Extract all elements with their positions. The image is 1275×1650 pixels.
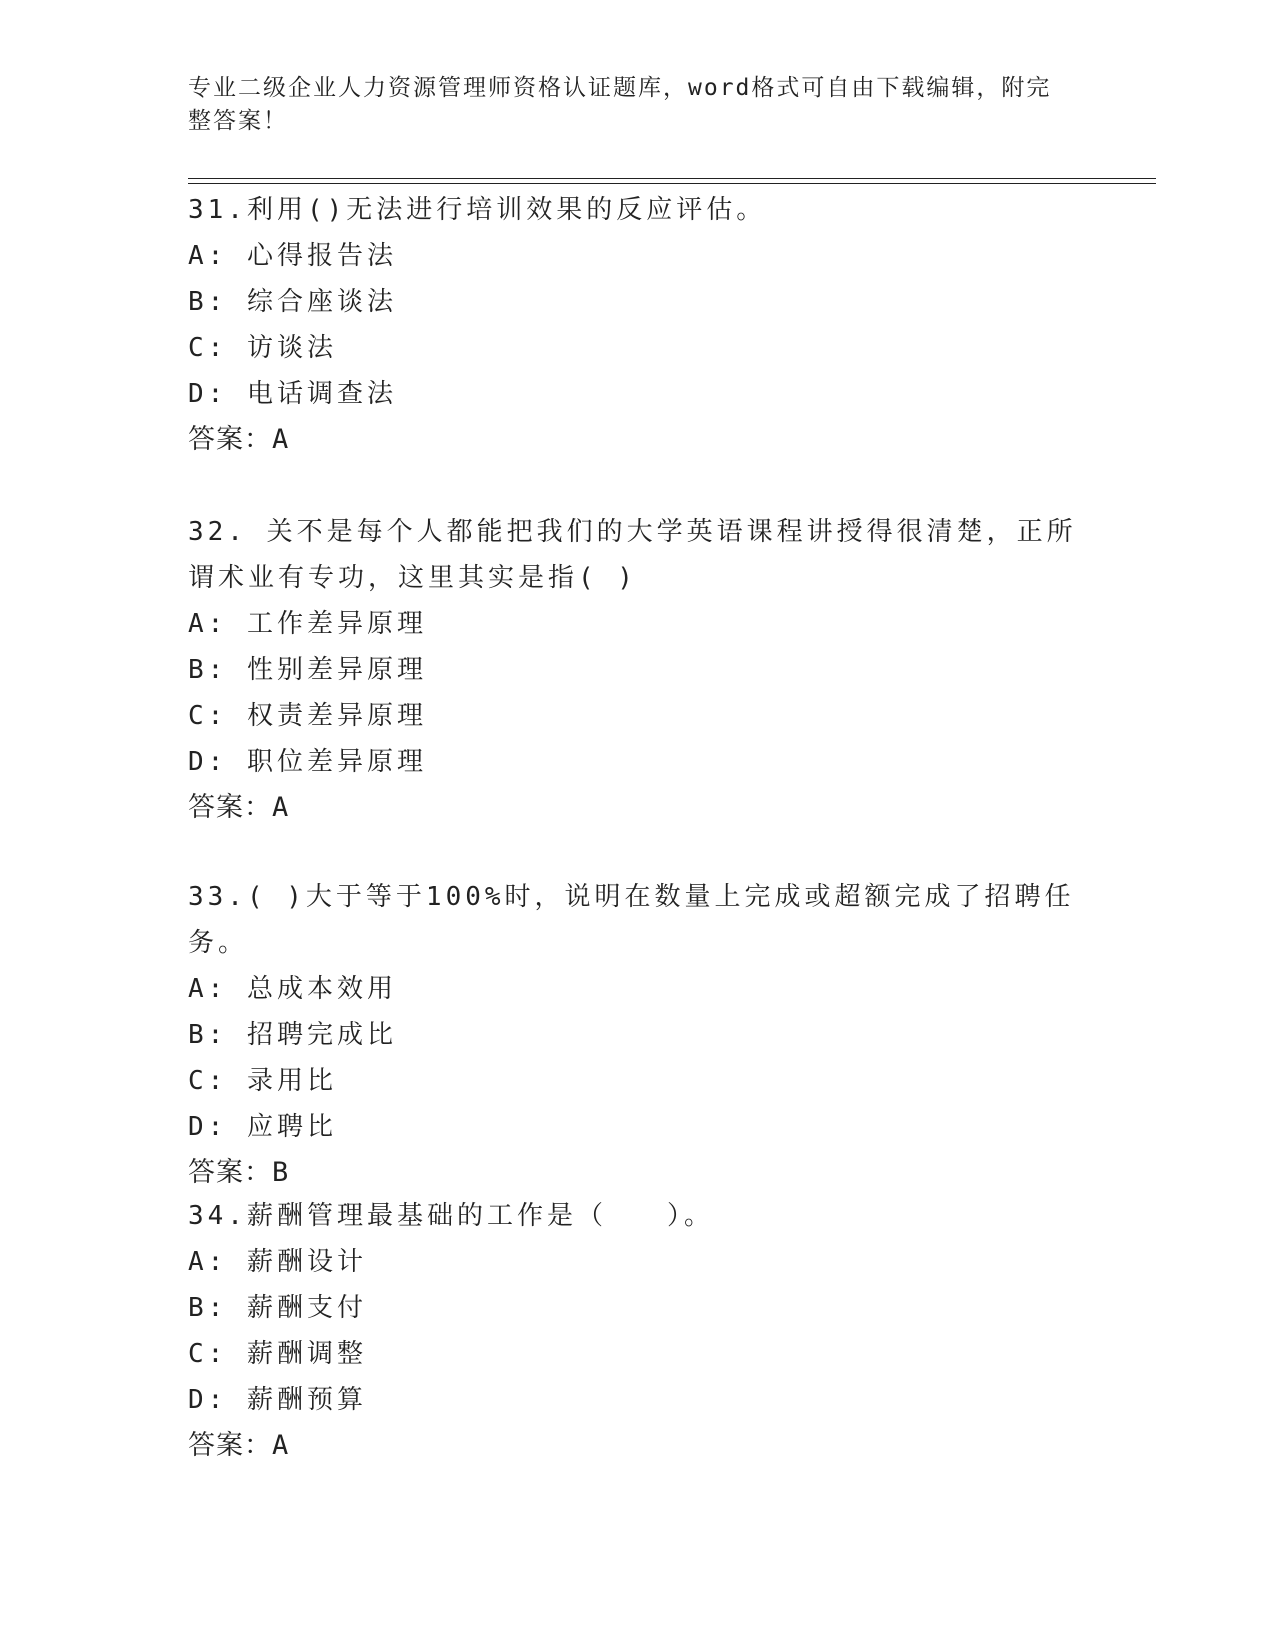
header-rule-bottom <box>188 183 1156 184</box>
header-rule-top <box>188 178 1156 179</box>
answer: 答案：A <box>188 424 290 455</box>
question-stem: 31.利用()无法进行培训效果的反应评估。 <box>188 195 767 225</box>
option-a: A: 工作差异原理 <box>188 609 427 639</box>
option-d: D: 电话调查法 <box>188 379 397 409</box>
option-a: A: 总成本效用 <box>188 974 397 1004</box>
question-stem: 32. 关不是每个人都能把我们的大学英语课程讲授得很清楚，正所谓术业有专功，这里其实是指( ) <box>188 517 1077 593</box>
answer: 答案：A <box>188 792 290 823</box>
option-c: C: 访谈法 <box>188 333 337 363</box>
option-b: B: 性别差异原理 <box>188 655 427 685</box>
question-31 <box>188 187 1088 463</box>
option-b: B: 招聘完成比 <box>188 1020 397 1050</box>
answer: 答案：A <box>188 1430 290 1461</box>
question-33 <box>188 874 1088 1196</box>
option-a: A: 薪酬设计 <box>188 1247 367 1277</box>
document-header: 专业二级企业人力资源管理师资格认证题库，word格式可自由下载编辑，附完整答案！ <box>188 75 1052 134</box>
option-b: B: 薪酬支付 <box>188 1293 367 1323</box>
option-b: B: 综合座谈法 <box>188 287 397 317</box>
option-d: D: 职位差异原理 <box>188 747 427 777</box>
option-a: A: 心得报告法 <box>188 241 397 271</box>
question-stem: 34.薪酬管理最基础的工作是（ ）。 <box>188 1201 714 1231</box>
option-d: D: 薪酬预算 <box>188 1385 367 1415</box>
option-c: C: 权责差异原理 <box>188 701 427 731</box>
option-c: C: 薪酬调整 <box>188 1339 367 1369</box>
question-stem: 33.( )大于等于100%时，说明在数量上完成或超额完成了招聘任务。 <box>188 882 1075 958</box>
question-32 <box>188 509 1088 831</box>
option-c: C: 录用比 <box>188 1066 337 1096</box>
question-34 <box>188 1193 1088 1469</box>
option-d: D: 应聘比 <box>188 1112 337 1142</box>
answer: 答案：B <box>188 1157 290 1188</box>
